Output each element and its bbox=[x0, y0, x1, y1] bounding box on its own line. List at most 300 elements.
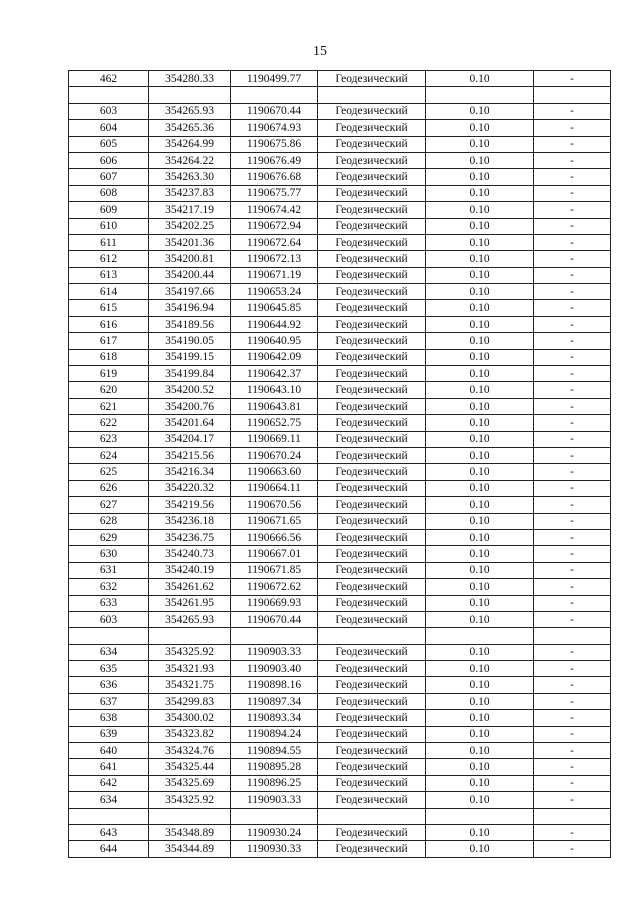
note-cell: - bbox=[534, 267, 611, 283]
method-cell: Геодезический bbox=[318, 366, 426, 382]
y-coordinate-cell: 1190499.77 bbox=[231, 71, 318, 87]
note-cell: - bbox=[534, 398, 611, 414]
method-cell: Геодезический bbox=[318, 464, 426, 480]
method-cell: Геодезический bbox=[318, 136, 426, 152]
accuracy-cell: 0.10 bbox=[426, 792, 534, 808]
point-number-cell bbox=[69, 87, 149, 103]
x-coordinate-cell: 354200.52 bbox=[149, 382, 231, 398]
point-number-cell: 643 bbox=[69, 824, 149, 840]
method-cell: Геодезический bbox=[318, 152, 426, 168]
x-coordinate-cell: 354217.19 bbox=[149, 202, 231, 218]
note-cell: - bbox=[534, 382, 611, 398]
point-number-cell: 623 bbox=[69, 431, 149, 447]
note-cell: - bbox=[534, 251, 611, 267]
table-row bbox=[69, 349, 611, 365]
x-coordinate-cell: 354196.94 bbox=[149, 300, 231, 316]
y-coordinate-cell: 1190669.11 bbox=[231, 431, 318, 447]
x-coordinate-cell: 354189.56 bbox=[149, 316, 231, 332]
point-number-cell: 626 bbox=[69, 480, 149, 496]
y-coordinate-cell: 1190672.94 bbox=[231, 218, 318, 234]
x-coordinate-cell: 354190.05 bbox=[149, 333, 231, 349]
note-cell: - bbox=[534, 841, 611, 857]
method-cell: Геодезический bbox=[318, 710, 426, 726]
note-cell: - bbox=[534, 447, 611, 463]
note-cell: - bbox=[534, 185, 611, 201]
y-coordinate-cell: 1190672.64 bbox=[231, 234, 318, 250]
accuracy-cell bbox=[426, 87, 534, 103]
x-coordinate-cell: 354265.93 bbox=[149, 611, 231, 627]
x-coordinate-cell: 354202.25 bbox=[149, 218, 231, 234]
method-cell: Геодезический bbox=[318, 120, 426, 136]
method-cell: Геодезический bbox=[318, 349, 426, 365]
x-coordinate-cell: 354321.75 bbox=[149, 677, 231, 693]
y-coordinate-cell: 1190894.55 bbox=[231, 743, 318, 759]
y-coordinate-cell: 1190903.33 bbox=[231, 644, 318, 660]
accuracy-cell bbox=[426, 808, 534, 824]
y-coordinate-cell bbox=[231, 808, 318, 824]
x-coordinate-cell: 354236.18 bbox=[149, 513, 231, 529]
note-cell bbox=[534, 808, 611, 824]
method-cell: Геодезический bbox=[318, 398, 426, 414]
method-cell: Геодезический bbox=[318, 103, 426, 119]
method-cell: Геодезический bbox=[318, 71, 426, 87]
table-row bbox=[69, 693, 611, 709]
note-cell bbox=[534, 87, 611, 103]
note-cell: - bbox=[534, 120, 611, 136]
x-coordinate-cell: 354237.83 bbox=[149, 185, 231, 201]
table-row bbox=[69, 480, 611, 496]
y-coordinate-cell: 1190896.25 bbox=[231, 775, 318, 791]
accuracy-cell: 0.10 bbox=[426, 169, 534, 185]
method-cell bbox=[318, 808, 426, 824]
accuracy-cell: 0.10 bbox=[426, 726, 534, 742]
method-cell: Геодезический bbox=[318, 677, 426, 693]
table-row bbox=[69, 366, 611, 382]
note-cell: - bbox=[534, 71, 611, 87]
point-number-cell: 617 bbox=[69, 333, 149, 349]
x-coordinate-cell: 354204.17 bbox=[149, 431, 231, 447]
y-coordinate-cell: 1190671.85 bbox=[231, 562, 318, 578]
note-cell: - bbox=[534, 661, 611, 677]
method-cell: Геодезический bbox=[318, 185, 426, 201]
accuracy-cell: 0.10 bbox=[426, 546, 534, 562]
method-cell: Геодезический bbox=[318, 234, 426, 250]
point-number-cell: 608 bbox=[69, 185, 149, 201]
y-coordinate-cell: 1190897.34 bbox=[231, 693, 318, 709]
accuracy-cell: 0.10 bbox=[426, 710, 534, 726]
accuracy-cell: 0.10 bbox=[426, 447, 534, 463]
note-cell: - bbox=[534, 775, 611, 791]
method-cell: Геодезический bbox=[318, 431, 426, 447]
table-row bbox=[69, 267, 611, 283]
table-row bbox=[69, 661, 611, 677]
accuracy-cell: 0.10 bbox=[426, 595, 534, 611]
point-number-cell: 610 bbox=[69, 218, 149, 234]
y-coordinate-cell: 1190895.28 bbox=[231, 759, 318, 775]
note-cell: - bbox=[534, 792, 611, 808]
y-coordinate-cell: 1190672.62 bbox=[231, 579, 318, 595]
table-row bbox=[69, 710, 611, 726]
accuracy-cell: 0.10 bbox=[426, 218, 534, 234]
y-coordinate-cell: 1190645.85 bbox=[231, 300, 318, 316]
table-row bbox=[69, 152, 611, 168]
table-row bbox=[69, 218, 611, 234]
y-coordinate-cell: 1190643.10 bbox=[231, 382, 318, 398]
method-cell: Геодезический bbox=[318, 284, 426, 300]
y-coordinate-cell: 1190675.86 bbox=[231, 136, 318, 152]
point-number-cell: 603 bbox=[69, 103, 149, 119]
y-coordinate-cell: 1190670.56 bbox=[231, 497, 318, 513]
point-number-cell: 619 bbox=[69, 366, 149, 382]
point-number-cell: 632 bbox=[69, 579, 149, 595]
point-number-cell: 609 bbox=[69, 202, 149, 218]
method-cell: Геодезический bbox=[318, 546, 426, 562]
x-coordinate-cell: 354264.22 bbox=[149, 152, 231, 168]
point-number-cell: 637 bbox=[69, 693, 149, 709]
point-number-cell: 621 bbox=[69, 398, 149, 414]
method-cell: Геодезический bbox=[318, 513, 426, 529]
accuracy-cell: 0.10 bbox=[426, 234, 534, 250]
x-coordinate-cell: 354197.66 bbox=[149, 284, 231, 300]
point-number-cell: 603 bbox=[69, 611, 149, 627]
y-coordinate-cell: 1190666.56 bbox=[231, 529, 318, 545]
method-cell: Геодезический bbox=[318, 562, 426, 578]
note-cell: - bbox=[534, 284, 611, 300]
method-cell: Геодезический bbox=[318, 693, 426, 709]
point-number-cell: 644 bbox=[69, 841, 149, 857]
accuracy-cell: 0.10 bbox=[426, 382, 534, 398]
x-coordinate-cell: 354219.56 bbox=[149, 497, 231, 513]
x-coordinate-cell: 354299.83 bbox=[149, 693, 231, 709]
y-coordinate-cell: 1190894.24 bbox=[231, 726, 318, 742]
x-coordinate-cell: 354216.34 bbox=[149, 464, 231, 480]
note-cell: - bbox=[534, 136, 611, 152]
table-row bbox=[69, 284, 611, 300]
method-cell: Геодезический bbox=[318, 661, 426, 677]
point-number-cell: 634 bbox=[69, 644, 149, 660]
note-cell: - bbox=[534, 579, 611, 595]
note-cell: - bbox=[534, 366, 611, 382]
table-row bbox=[69, 415, 611, 431]
point-number-cell bbox=[69, 628, 149, 644]
table-row bbox=[69, 743, 611, 759]
accuracy-cell: 0.10 bbox=[426, 71, 534, 87]
note-cell: - bbox=[534, 644, 611, 660]
y-coordinate-cell: 1190898.16 bbox=[231, 677, 318, 693]
table-row bbox=[69, 398, 611, 414]
accuracy-cell: 0.10 bbox=[426, 185, 534, 201]
method-cell: Геодезический bbox=[318, 447, 426, 463]
table-row bbox=[69, 136, 611, 152]
y-coordinate-cell: 1190930.33 bbox=[231, 841, 318, 857]
y-coordinate-cell: 1190674.42 bbox=[231, 202, 318, 218]
table-row bbox=[69, 103, 611, 119]
accuracy-cell: 0.10 bbox=[426, 136, 534, 152]
x-coordinate-cell: 354348.89 bbox=[149, 824, 231, 840]
y-coordinate-cell: 1190653.24 bbox=[231, 284, 318, 300]
method-cell: Геодезический bbox=[318, 611, 426, 627]
x-coordinate-cell: 354325.69 bbox=[149, 775, 231, 791]
accuracy-cell: 0.10 bbox=[426, 366, 534, 382]
note-cell: - bbox=[534, 333, 611, 349]
point-number-cell: 627 bbox=[69, 497, 149, 513]
x-coordinate-cell: 354201.64 bbox=[149, 415, 231, 431]
point-number-cell: 616 bbox=[69, 316, 149, 332]
x-coordinate-cell: 354199.84 bbox=[149, 366, 231, 382]
accuracy-cell: 0.10 bbox=[426, 415, 534, 431]
table-row bbox=[69, 300, 611, 316]
point-number-cell: 462 bbox=[69, 71, 149, 87]
method-cell: Геодезический bbox=[318, 202, 426, 218]
coordinates-table bbox=[68, 70, 611, 858]
note-cell bbox=[534, 628, 611, 644]
point-number-cell: 615 bbox=[69, 300, 149, 316]
x-coordinate-cell: 354261.62 bbox=[149, 579, 231, 595]
accuracy-cell: 0.10 bbox=[426, 824, 534, 840]
point-number-cell: 614 bbox=[69, 284, 149, 300]
y-coordinate-cell: 1190903.33 bbox=[231, 792, 318, 808]
x-coordinate-cell: 354265.93 bbox=[149, 103, 231, 119]
point-number-cell: 638 bbox=[69, 710, 149, 726]
x-coordinate-cell: 354200.81 bbox=[149, 251, 231, 267]
method-cell: Геодезический bbox=[318, 382, 426, 398]
y-coordinate-cell: 1190663.60 bbox=[231, 464, 318, 480]
method-cell: Геодезический bbox=[318, 792, 426, 808]
x-coordinate-cell: 354261.95 bbox=[149, 595, 231, 611]
y-coordinate-cell: 1190672.13 bbox=[231, 251, 318, 267]
method-cell: Геодезический bbox=[318, 775, 426, 791]
table-body bbox=[69, 71, 611, 858]
method-cell: Геодезический bbox=[318, 300, 426, 316]
note-cell: - bbox=[534, 218, 611, 234]
accuracy-cell: 0.10 bbox=[426, 497, 534, 513]
accuracy-cell: 0.10 bbox=[426, 841, 534, 857]
point-number-cell: 605 bbox=[69, 136, 149, 152]
point-number-cell: 622 bbox=[69, 415, 149, 431]
y-coordinate-cell: 1190667.01 bbox=[231, 546, 318, 562]
accuracy-cell: 0.10 bbox=[426, 251, 534, 267]
method-cell: Геодезический bbox=[318, 497, 426, 513]
point-number-cell: 618 bbox=[69, 349, 149, 365]
table-row bbox=[69, 824, 611, 840]
accuracy-cell: 0.10 bbox=[426, 480, 534, 496]
method-cell: Геодезический bbox=[318, 743, 426, 759]
point-number-cell: 642 bbox=[69, 775, 149, 791]
table-separator-row bbox=[69, 87, 611, 103]
table-row bbox=[69, 251, 611, 267]
note-cell: - bbox=[534, 316, 611, 332]
table-row bbox=[69, 579, 611, 595]
table-row bbox=[69, 529, 611, 545]
point-number-cell: 633 bbox=[69, 595, 149, 611]
method-cell: Геодезический bbox=[318, 529, 426, 545]
y-coordinate-cell: 1190670.44 bbox=[231, 103, 318, 119]
note-cell: - bbox=[534, 595, 611, 611]
note-cell: - bbox=[534, 743, 611, 759]
point-number-cell: 620 bbox=[69, 382, 149, 398]
x-coordinate-cell: 354201.36 bbox=[149, 234, 231, 250]
table-separator-row bbox=[69, 628, 611, 644]
table-row bbox=[69, 841, 611, 857]
table-row bbox=[69, 595, 611, 611]
table-row bbox=[69, 120, 611, 136]
y-coordinate-cell bbox=[231, 628, 318, 644]
x-coordinate-cell: 354236.75 bbox=[149, 529, 231, 545]
method-cell: Геодезический bbox=[318, 267, 426, 283]
table-row bbox=[69, 611, 611, 627]
note-cell: - bbox=[534, 497, 611, 513]
table-row bbox=[69, 562, 611, 578]
accuracy-cell: 0.10 bbox=[426, 349, 534, 365]
method-cell bbox=[318, 87, 426, 103]
x-coordinate-cell: 354215.56 bbox=[149, 447, 231, 463]
method-cell: Геодезический bbox=[318, 316, 426, 332]
x-coordinate-cell: 354321.93 bbox=[149, 661, 231, 677]
x-coordinate-cell: 354300.02 bbox=[149, 710, 231, 726]
x-coordinate-cell: 354325.44 bbox=[149, 759, 231, 775]
table-row bbox=[69, 333, 611, 349]
table-row bbox=[69, 546, 611, 562]
x-coordinate-cell: 354200.76 bbox=[149, 398, 231, 414]
y-coordinate-cell: 1190670.44 bbox=[231, 611, 318, 627]
point-number-cell: 640 bbox=[69, 743, 149, 759]
accuracy-cell bbox=[426, 628, 534, 644]
method-cell: Геодезический bbox=[318, 251, 426, 267]
point-number-cell: 628 bbox=[69, 513, 149, 529]
table-row bbox=[69, 513, 611, 529]
y-coordinate-cell: 1190664.11 bbox=[231, 480, 318, 496]
point-number-cell: 629 bbox=[69, 529, 149, 545]
note-cell: - bbox=[534, 726, 611, 742]
note-cell: - bbox=[534, 759, 611, 775]
method-cell: Геодезический bbox=[318, 169, 426, 185]
point-number-cell: 624 bbox=[69, 447, 149, 463]
accuracy-cell: 0.10 bbox=[426, 562, 534, 578]
x-coordinate-cell: 354325.92 bbox=[149, 792, 231, 808]
x-coordinate-cell: 354240.73 bbox=[149, 546, 231, 562]
y-coordinate-cell: 1190640.95 bbox=[231, 333, 318, 349]
y-coordinate-cell: 1190670.24 bbox=[231, 447, 318, 463]
table-row bbox=[69, 447, 611, 463]
method-cell: Геодезический bbox=[318, 726, 426, 742]
accuracy-cell: 0.10 bbox=[426, 677, 534, 693]
x-coordinate-cell: 354200.44 bbox=[149, 267, 231, 283]
table-row bbox=[69, 677, 611, 693]
y-coordinate-cell: 1190675.77 bbox=[231, 185, 318, 201]
accuracy-cell: 0.10 bbox=[426, 579, 534, 595]
note-cell: - bbox=[534, 513, 611, 529]
point-number-cell: 635 bbox=[69, 661, 149, 677]
y-coordinate-cell: 1190671.65 bbox=[231, 513, 318, 529]
y-coordinate-cell: 1190930.24 bbox=[231, 824, 318, 840]
x-coordinate-cell: 354264.99 bbox=[149, 136, 231, 152]
method-cell: Геодезический bbox=[318, 415, 426, 431]
accuracy-cell: 0.10 bbox=[426, 120, 534, 136]
point-number-cell: 606 bbox=[69, 152, 149, 168]
x-coordinate-cell bbox=[149, 808, 231, 824]
x-coordinate-cell: 354323.82 bbox=[149, 726, 231, 742]
method-cell bbox=[318, 628, 426, 644]
table-row bbox=[69, 497, 611, 513]
note-cell: - bbox=[534, 300, 611, 316]
table-row bbox=[69, 71, 611, 87]
x-coordinate-cell: 354344.89 bbox=[149, 841, 231, 857]
x-coordinate-cell: 354263.30 bbox=[149, 169, 231, 185]
method-cell: Геодезический bbox=[318, 841, 426, 857]
accuracy-cell: 0.10 bbox=[426, 693, 534, 709]
x-coordinate-cell bbox=[149, 87, 231, 103]
table-row bbox=[69, 726, 611, 742]
accuracy-cell: 0.10 bbox=[426, 644, 534, 660]
table-row bbox=[69, 759, 611, 775]
note-cell: - bbox=[534, 431, 611, 447]
y-coordinate-cell: 1190643.81 bbox=[231, 398, 318, 414]
method-cell: Геодезический bbox=[318, 595, 426, 611]
table-row bbox=[69, 185, 611, 201]
note-cell: - bbox=[534, 562, 611, 578]
note-cell: - bbox=[534, 202, 611, 218]
y-coordinate-cell: 1190903.40 bbox=[231, 661, 318, 677]
note-cell: - bbox=[534, 710, 611, 726]
table-separator-row bbox=[69, 808, 611, 824]
accuracy-cell: 0.10 bbox=[426, 398, 534, 414]
point-number-cell: 612 bbox=[69, 251, 149, 267]
accuracy-cell: 0.10 bbox=[426, 267, 534, 283]
method-cell: Геодезический bbox=[318, 759, 426, 775]
y-coordinate-cell: 1190674.93 bbox=[231, 120, 318, 136]
point-number-cell: 636 bbox=[69, 677, 149, 693]
note-cell: - bbox=[534, 677, 611, 693]
point-number-cell: 634 bbox=[69, 792, 149, 808]
x-coordinate-cell: 354325.92 bbox=[149, 644, 231, 660]
table-row bbox=[69, 202, 611, 218]
accuracy-cell: 0.10 bbox=[426, 661, 534, 677]
accuracy-cell: 0.10 bbox=[426, 775, 534, 791]
page-number: 15 bbox=[313, 44, 327, 59]
x-coordinate-cell: 354240.19 bbox=[149, 562, 231, 578]
accuracy-cell: 0.10 bbox=[426, 103, 534, 119]
method-cell: Геодезический bbox=[318, 644, 426, 660]
y-coordinate-cell: 1190669.93 bbox=[231, 595, 318, 611]
method-cell: Геодезический bbox=[318, 824, 426, 840]
accuracy-cell: 0.10 bbox=[426, 333, 534, 349]
note-cell: - bbox=[534, 349, 611, 365]
table-row bbox=[69, 234, 611, 250]
y-coordinate-cell: 1190644.92 bbox=[231, 316, 318, 332]
note-cell: - bbox=[534, 546, 611, 562]
note-cell: - bbox=[534, 480, 611, 496]
accuracy-cell: 0.10 bbox=[426, 284, 534, 300]
y-coordinate-cell bbox=[231, 87, 318, 103]
y-coordinate-cell: 1190893.34 bbox=[231, 710, 318, 726]
point-number-cell: 631 bbox=[69, 562, 149, 578]
point-number-cell bbox=[69, 808, 149, 824]
note-cell: - bbox=[534, 611, 611, 627]
point-number-cell: 639 bbox=[69, 726, 149, 742]
note-cell: - bbox=[534, 152, 611, 168]
table-row bbox=[69, 775, 611, 791]
accuracy-cell: 0.10 bbox=[426, 743, 534, 759]
y-coordinate-cell: 1190652.75 bbox=[231, 415, 318, 431]
note-cell: - bbox=[534, 103, 611, 119]
table-row bbox=[69, 382, 611, 398]
note-cell: - bbox=[534, 169, 611, 185]
point-number-cell: 625 bbox=[69, 464, 149, 480]
accuracy-cell: 0.10 bbox=[426, 513, 534, 529]
y-coordinate-cell: 1190642.37 bbox=[231, 366, 318, 382]
note-cell: - bbox=[534, 529, 611, 545]
accuracy-cell: 0.10 bbox=[426, 464, 534, 480]
